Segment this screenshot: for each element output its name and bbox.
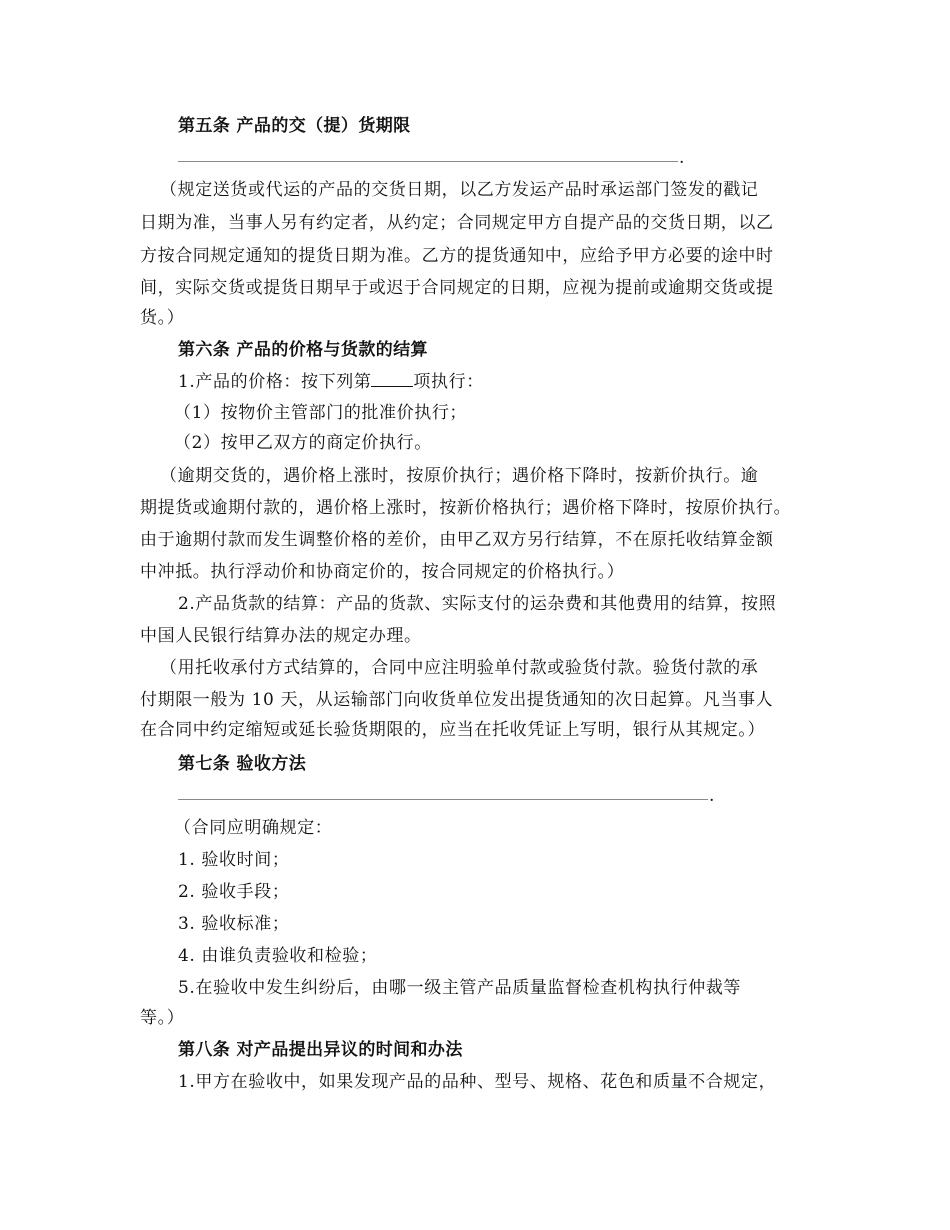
price-note-line: （逾期交货的，遇价格上涨时，按原价执行；遇价格下降时，按新价执行。逾 xyxy=(160,466,759,486)
price-note-line: 期提货或逾期付款的，遇价格上涨时，按新价格执行；遇价格下降时，按原价执行。 xyxy=(140,498,792,518)
settlement-line: 中国人民银行结算办法的规定办理。 xyxy=(140,626,422,646)
price-note-line: 中冲抵。执行浮动价和协商定价的，按合同规定的价格执行。） xyxy=(140,562,625,582)
article-5-note-line: 日期为准，当事人另有约定者，从约定；合同规定甲方自提产品的交货日期，以乙 xyxy=(140,213,774,233)
inspection-intro: （合同应明确规定： xyxy=(174,818,333,838)
inspection-item: 2. 验收手段； xyxy=(178,882,290,902)
price-option-2: （2）按甲乙双方的商定价执行。 xyxy=(174,433,432,453)
settlement-note-line: 付期限一般为 10 天，从运输部门向收货单位发出提货通知的次日起算。凡当事人 xyxy=(140,690,774,710)
inspection-item: 5.在验收中发生纠纷后，由哪一级主管产品质量监督检查机构执行仲裁等 xyxy=(178,978,742,998)
article-7-fill-end: . xyxy=(709,786,715,806)
inspection-item-cont: 等。） xyxy=(140,1008,185,1028)
price-option-blank xyxy=(371,370,413,387)
article-5-fill-line xyxy=(178,161,678,162)
settlement-line: 2.产品货款的结算：产品的货款、实际支付的运杂费和其他费用的结算，按照 xyxy=(178,594,777,614)
inspection-item: 4. 由谁负责验收和检验； xyxy=(178,946,378,966)
price-method-line xyxy=(178,370,484,394)
article-6-heading: 第六条 产品的价格与货款的结算 xyxy=(178,340,428,360)
article-8-heading: 第八条 对产品提出异议的时间和办法 xyxy=(178,1040,463,1060)
article-5-heading: 第五条 产品的交（提）货期限 xyxy=(178,116,411,136)
article-5-fill-end: . xyxy=(679,148,685,168)
article-7-fill-line xyxy=(178,799,708,800)
settlement-note-line: 在合同中约定缩短或延长验货期限的，应当在托收凭证上写明，银行从其规定。） xyxy=(140,720,766,740)
article-7-heading: 第七条 验收方法 xyxy=(178,754,307,774)
price-method-text: 1.产品的价格：按下列第 xyxy=(178,372,372,392)
price-option-1: （1）按物价主管部门的批准价执行； xyxy=(174,403,468,423)
price-method-text-end: 项执行： xyxy=(413,372,484,392)
price-note-line: 由于逾期付款而发生调整价格的差价，由甲乙双方另行结算，不在原托收结算金额 xyxy=(140,530,774,550)
inspection-item: 3. 验收标准； xyxy=(178,914,290,934)
article-5-note-line: 方按合同规定通知的提货日期为准。乙方的提货通知中，应给予甲方必要的途中时 xyxy=(140,246,774,266)
article-5-note-line: 货。） xyxy=(140,308,185,328)
settlement-note-line: （用托收承付方式结算的，合同中应注明验单付款或验货付款。验货付款的承 xyxy=(160,658,759,678)
article-5-note-line: 间，实际交货或提货日期早于或迟于合同规定的日期，应视为提前或逾期交货或提 xyxy=(140,278,774,298)
objection-item-1: 1.甲方在验收中，如果发现产品的品种、型号、规格、花色和质量不合规定， xyxy=(178,1072,777,1092)
article-5-note-line: （规定送货或代运的产品的交货日期，以乙方发运产品时承运部门签发的戳记 xyxy=(160,180,759,200)
inspection-item: 1. 验收时间； xyxy=(178,850,290,870)
